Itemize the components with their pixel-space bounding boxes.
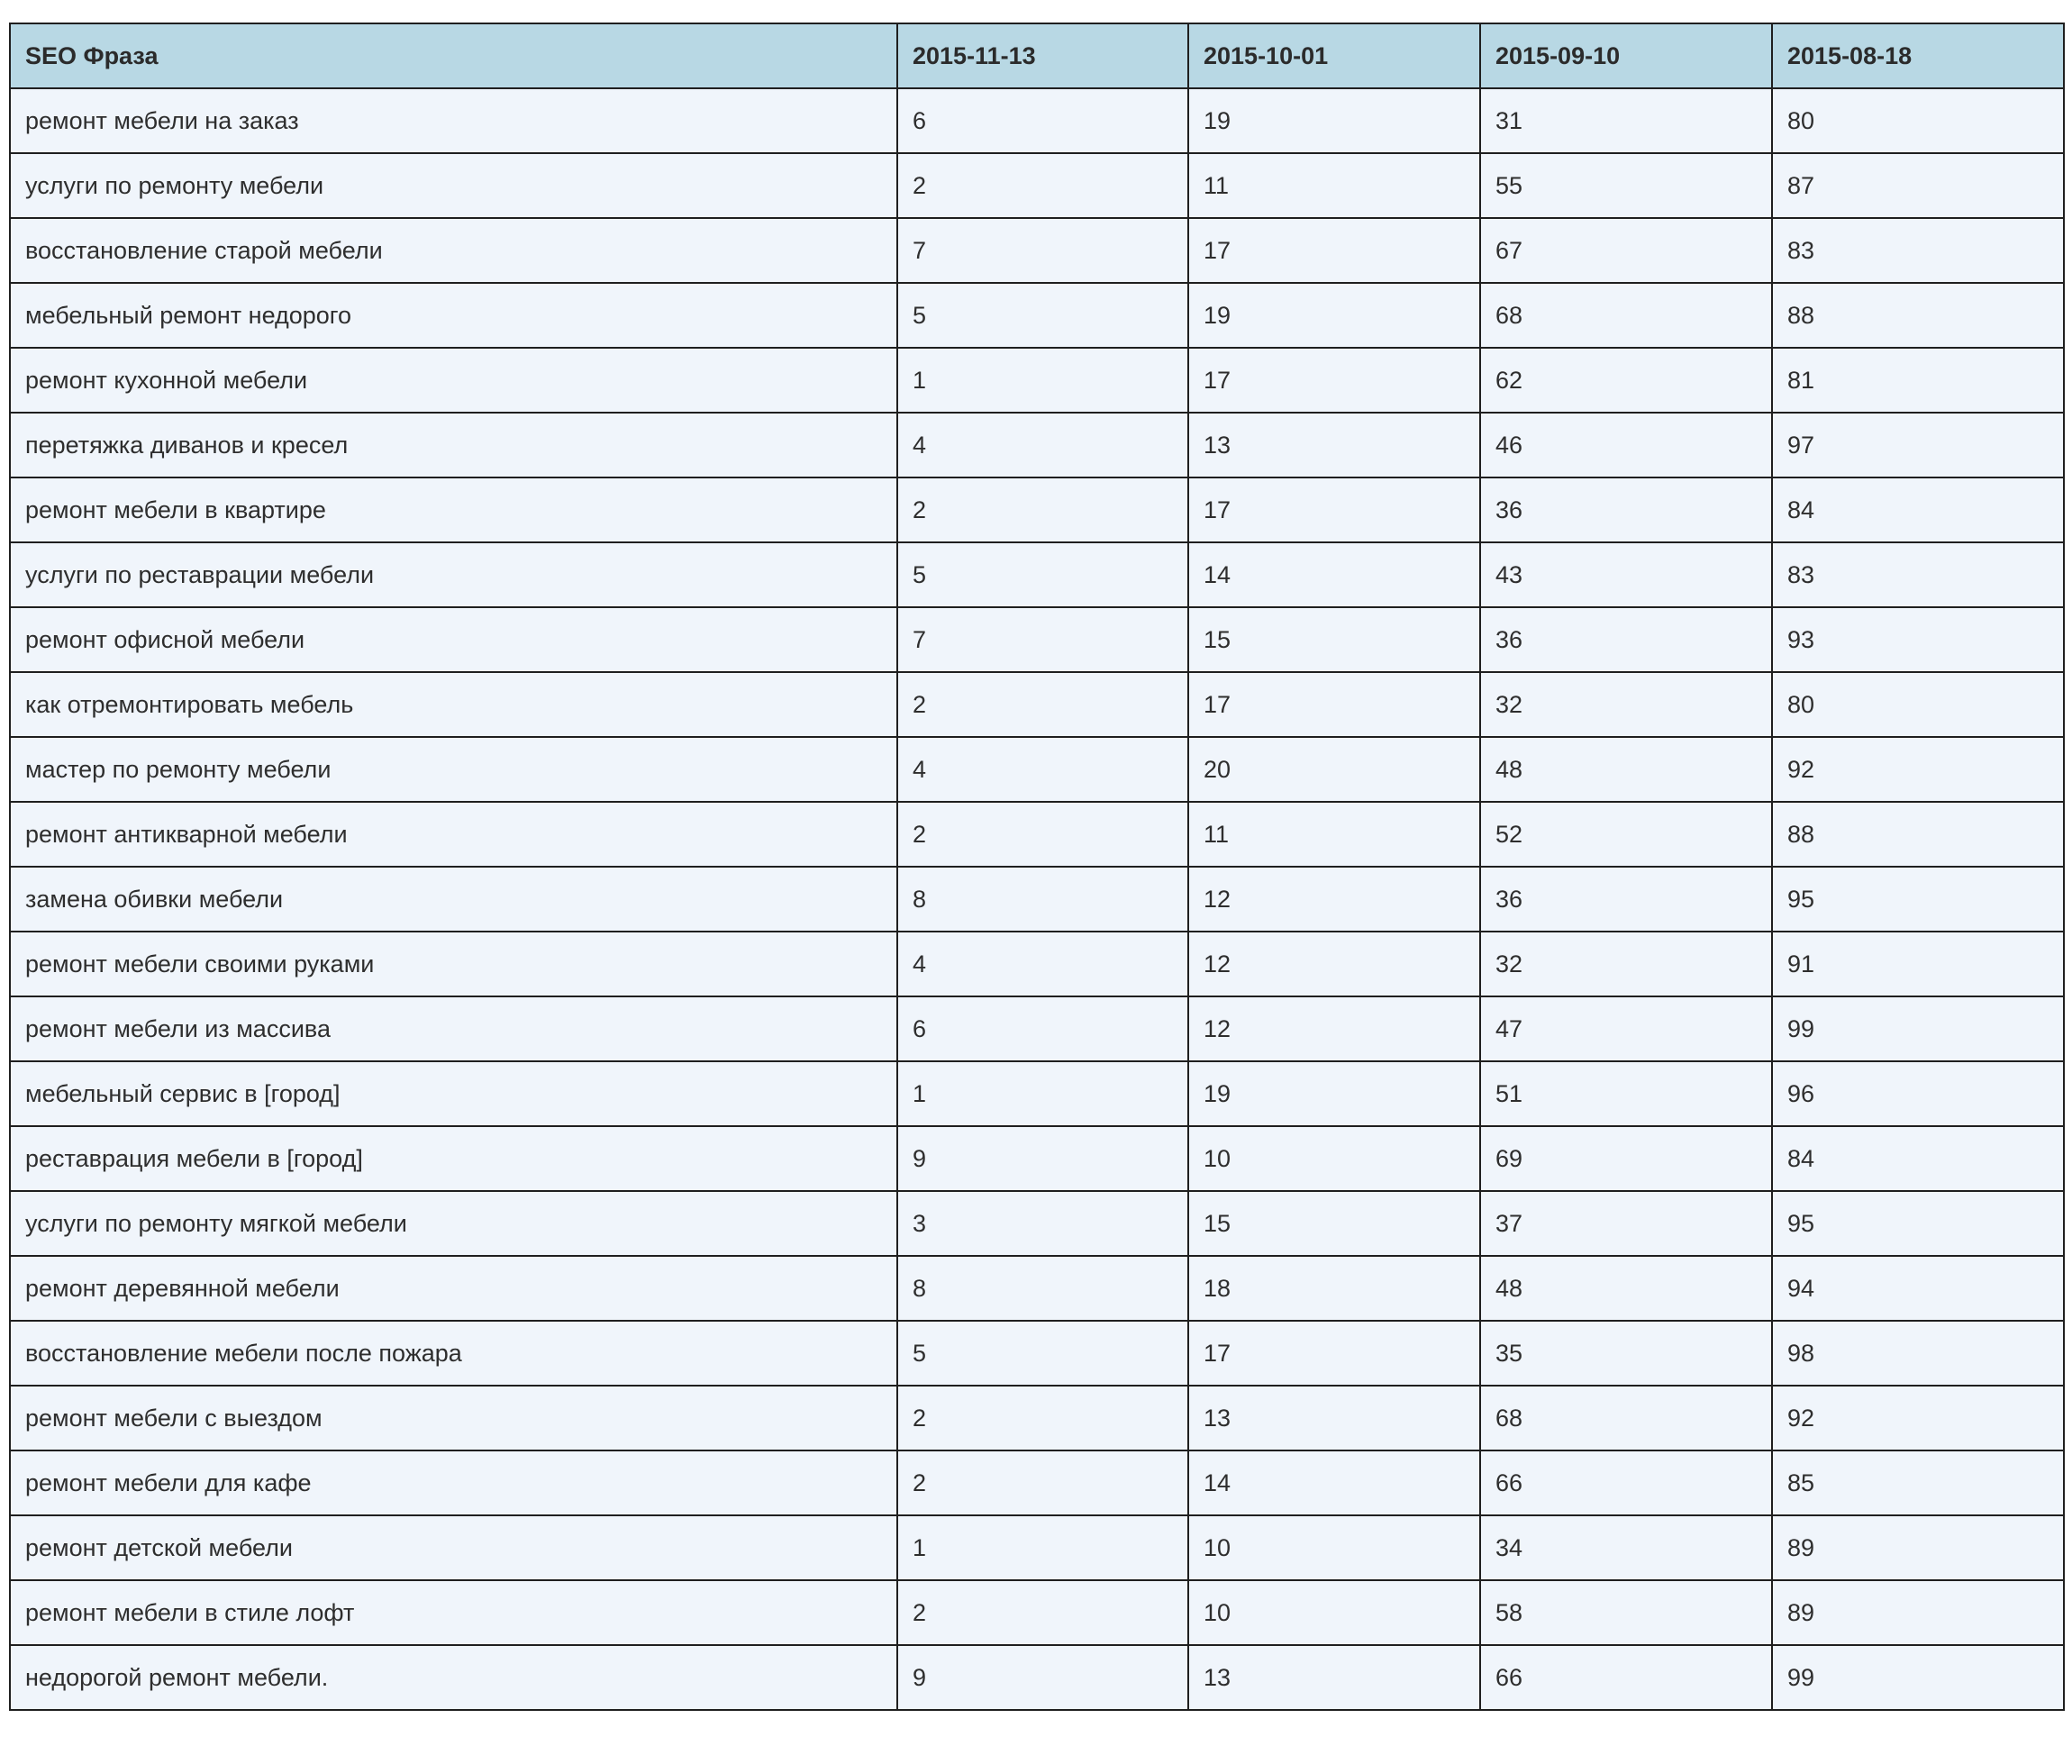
table-row — [10, 283, 2064, 348]
position-cell-2015-11-13: 8 — [897, 1256, 1188, 1321]
position-cell-2015-08-18: 89 — [1772, 1580, 2064, 1645]
position-cell-2015-09-10: 67 — [1480, 218, 1772, 283]
seo-phrase-cell: ремонт мебели в квартире — [10, 477, 897, 542]
seo-phrase-cell: ремонт деревянной мебели — [10, 1256, 897, 1321]
table-row — [10, 477, 2064, 542]
position-cell-2015-09-10: 52 — [1480, 802, 1772, 867]
position-cell-2015-10-01: 18 — [1188, 1256, 1480, 1321]
position-cell-2015-09-10: 32 — [1480, 672, 1772, 737]
seo-phrase-cell: услуги по ремонту мебели — [10, 153, 897, 218]
position-cell-2015-11-13: 2 — [897, 1386, 1188, 1450]
table-row — [10, 737, 2064, 802]
seo-phrase-cell: замена обивки мебели — [10, 867, 897, 932]
position-cell-2015-09-10: 69 — [1480, 1126, 1772, 1191]
position-cell-2015-10-01: 10 — [1188, 1515, 1480, 1580]
position-cell-2015-09-10: 43 — [1480, 542, 1772, 607]
position-cell-2015-10-01: 14 — [1188, 1450, 1480, 1515]
position-cell-2015-11-13: 1 — [897, 1515, 1188, 1580]
seo-phrase-cell: ремонт офисной мебели — [10, 607, 897, 672]
position-cell-2015-08-18: 84 — [1772, 477, 2064, 542]
position-cell-2015-10-01: 12 — [1188, 996, 1480, 1061]
position-cell-2015-11-13: 7 — [897, 218, 1188, 283]
seo-phrase-cell: восстановление мебели после пожара — [10, 1321, 897, 1386]
table-row — [10, 1645, 2064, 1710]
position-cell-2015-08-18: 80 — [1772, 672, 2064, 737]
position-cell-2015-08-18: 93 — [1772, 607, 2064, 672]
seo-positions-table — [9, 23, 2065, 1711]
seo-phrase-cell: перетяжка диванов и кресел — [10, 413, 897, 477]
seo-phrase-cell: ремонт детской мебели — [10, 1515, 897, 1580]
position-cell-2015-11-13: 2 — [897, 1450, 1188, 1515]
position-cell-2015-10-01: 13 — [1188, 1645, 1480, 1710]
table-row — [10, 153, 2064, 218]
position-cell-2015-08-18: 95 — [1772, 1191, 2064, 1256]
position-cell-2015-11-13: 4 — [897, 932, 1188, 996]
position-cell-2015-11-13: 8 — [897, 867, 1188, 932]
position-cell-2015-11-13: 1 — [897, 1061, 1188, 1126]
table-row — [10, 867, 2064, 932]
position-cell-2015-08-18: 92 — [1772, 737, 2064, 802]
table-row — [10, 607, 2064, 672]
position-cell-2015-09-10: 36 — [1480, 867, 1772, 932]
table-row — [10, 1321, 2064, 1386]
table-row — [10, 413, 2064, 477]
seo-phrase-cell: мебельный ремонт недорого — [10, 283, 897, 348]
table-row — [10, 218, 2064, 283]
position-cell-2015-10-01: 15 — [1188, 1191, 1480, 1256]
position-cell-2015-10-01: 17 — [1188, 477, 1480, 542]
position-cell-2015-11-13: 2 — [897, 477, 1188, 542]
header-row — [10, 23, 2064, 88]
position-cell-2015-11-13: 6 — [897, 996, 1188, 1061]
position-cell-2015-11-13: 3 — [897, 1191, 1188, 1256]
position-cell-2015-11-13: 6 — [897, 88, 1188, 153]
seo-phrase-cell: восстановление старой мебели — [10, 218, 897, 283]
position-cell-2015-08-18: 94 — [1772, 1256, 2064, 1321]
position-cell-2015-10-01: 12 — [1188, 867, 1480, 932]
position-cell-2015-10-01: 17 — [1188, 672, 1480, 737]
position-cell-2015-08-18: 83 — [1772, 542, 2064, 607]
table-row — [10, 1450, 2064, 1515]
table-row — [10, 348, 2064, 413]
seo-phrase-cell: ремонт мебели для кафе — [10, 1450, 897, 1515]
header-date-2015-11-13[interactable]: 2015-11-13 — [897, 23, 1188, 88]
seo-phrase-cell: ремонт антикварной мебели — [10, 802, 897, 867]
table-row — [10, 932, 2064, 996]
position-cell-2015-09-10: 32 — [1480, 932, 1772, 996]
position-cell-2015-08-18: 92 — [1772, 1386, 2064, 1450]
table-row — [10, 1580, 2064, 1645]
seo-phrase-cell: ремонт мебели в стиле лофт — [10, 1580, 897, 1645]
position-cell-2015-10-01: 10 — [1188, 1580, 1480, 1645]
seo-phrase-cell: ремонт кухонной мебели — [10, 348, 897, 413]
seo-phrase-cell: услуги по ремонту мягкой мебели — [10, 1191, 897, 1256]
position-cell-2015-08-18: 84 — [1772, 1126, 2064, 1191]
header-date-2015-08-18[interactable]: 2015-08-18 — [1772, 23, 2064, 88]
position-cell-2015-08-18: 89 — [1772, 1515, 2064, 1580]
position-cell-2015-11-13: 2 — [897, 153, 1188, 218]
table-row — [10, 1515, 2064, 1580]
seo-table-container — [9, 23, 2063, 1711]
position-cell-2015-11-13: 2 — [897, 802, 1188, 867]
table-row — [10, 672, 2064, 737]
position-cell-2015-11-13: 2 — [897, 1580, 1188, 1645]
table-row — [10, 1061, 2064, 1126]
position-cell-2015-08-18: 87 — [1772, 153, 2064, 218]
table-row — [10, 1256, 2064, 1321]
position-cell-2015-08-18: 99 — [1772, 1645, 2064, 1710]
position-cell-2015-09-10: 37 — [1480, 1191, 1772, 1256]
position-cell-2015-10-01: 12 — [1188, 932, 1480, 996]
position-cell-2015-11-13: 4 — [897, 413, 1188, 477]
seo-phrase-cell: как отремонтировать мебель — [10, 672, 897, 737]
position-cell-2015-10-01: 17 — [1188, 218, 1480, 283]
position-cell-2015-08-18: 97 — [1772, 413, 2064, 477]
position-cell-2015-09-10: 35 — [1480, 1321, 1772, 1386]
position-cell-2015-10-01: 14 — [1188, 542, 1480, 607]
position-cell-2015-09-10: 48 — [1480, 1256, 1772, 1321]
header-date-2015-09-10[interactable]: 2015-09-10 — [1480, 23, 1772, 88]
position-cell-2015-11-13: 5 — [897, 283, 1188, 348]
position-cell-2015-09-10: 51 — [1480, 1061, 1772, 1126]
position-cell-2015-11-13: 7 — [897, 607, 1188, 672]
seo-phrase-cell: ремонт мебели на заказ — [10, 88, 897, 153]
position-cell-2015-08-18: 88 — [1772, 283, 2064, 348]
position-cell-2015-09-10: 68 — [1480, 283, 1772, 348]
position-cell-2015-10-01: 19 — [1188, 1061, 1480, 1126]
position-cell-2015-08-18: 85 — [1772, 1450, 2064, 1515]
table-row — [10, 802, 2064, 867]
position-cell-2015-08-18: 96 — [1772, 1061, 2064, 1126]
position-cell-2015-10-01: 15 — [1188, 607, 1480, 672]
table-row — [10, 88, 2064, 153]
seo-phrase-cell: услуги по реставрации мебели — [10, 542, 897, 607]
position-cell-2015-10-01: 11 — [1188, 153, 1480, 218]
position-cell-2015-10-01: 19 — [1188, 283, 1480, 348]
position-cell-2015-08-18: 88 — [1772, 802, 2064, 867]
position-cell-2015-11-13: 5 — [897, 542, 1188, 607]
position-cell-2015-10-01: 13 — [1188, 413, 1480, 477]
position-cell-2015-09-10: 66 — [1480, 1645, 1772, 1710]
seo-phrase-cell: ремонт мебели из массива — [10, 996, 897, 1061]
position-cell-2015-08-18: 80 — [1772, 88, 2064, 153]
position-cell-2015-10-01: 19 — [1188, 88, 1480, 153]
position-cell-2015-08-18: 99 — [1772, 996, 2064, 1061]
position-cell-2015-11-13: 4 — [897, 737, 1188, 802]
position-cell-2015-10-01: 10 — [1188, 1126, 1480, 1191]
position-cell-2015-08-18: 98 — [1772, 1321, 2064, 1386]
position-cell-2015-08-18: 81 — [1772, 348, 2064, 413]
position-cell-2015-09-10: 47 — [1480, 996, 1772, 1061]
position-cell-2015-11-13: 9 — [897, 1126, 1188, 1191]
seo-phrase-cell: мастер по ремонту мебели — [10, 737, 897, 802]
position-cell-2015-10-01: 11 — [1188, 802, 1480, 867]
position-cell-2015-08-18: 91 — [1772, 932, 2064, 996]
position-cell-2015-11-13: 9 — [897, 1645, 1188, 1710]
position-cell-2015-09-10: 34 — [1480, 1515, 1772, 1580]
seo-phrase-cell: ремонт мебели своими руками — [10, 932, 897, 996]
position-cell-2015-10-01: 13 — [1188, 1386, 1480, 1450]
table-row — [10, 996, 2064, 1061]
table-header — [10, 23, 2064, 88]
position-cell-2015-09-10: 46 — [1480, 413, 1772, 477]
position-cell-2015-09-10: 58 — [1480, 1580, 1772, 1645]
position-cell-2015-09-10: 68 — [1480, 1386, 1772, 1450]
seo-phrase-cell: ремонт мебели с выездом — [10, 1386, 897, 1450]
header-date-2015-10-01[interactable]: 2015-10-01 — [1188, 23, 1480, 88]
position-cell-2015-09-10: 31 — [1480, 88, 1772, 153]
position-cell-2015-09-10: 55 — [1480, 153, 1772, 218]
table-row — [10, 1191, 2064, 1256]
position-cell-2015-08-18: 95 — [1772, 867, 2064, 932]
seo-phrase-cell: недорогой ремонт мебели. — [10, 1645, 897, 1710]
position-cell-2015-09-10: 48 — [1480, 737, 1772, 802]
position-cell-2015-09-10: 36 — [1480, 607, 1772, 672]
table-row — [10, 1126, 2064, 1191]
position-cell-2015-11-13: 2 — [897, 672, 1188, 737]
position-cell-2015-11-13: 1 — [897, 348, 1188, 413]
table-body — [10, 88, 2064, 1710]
header-seo-phrase[interactable]: SEO Фраза — [10, 23, 897, 88]
position-cell-2015-09-10: 36 — [1480, 477, 1772, 542]
position-cell-2015-11-13: 5 — [897, 1321, 1188, 1386]
position-cell-2015-08-18: 83 — [1772, 218, 2064, 283]
position-cell-2015-09-10: 66 — [1480, 1450, 1772, 1515]
position-cell-2015-10-01: 20 — [1188, 737, 1480, 802]
table-row — [10, 542, 2064, 607]
position-cell-2015-10-01: 17 — [1188, 1321, 1480, 1386]
position-cell-2015-09-10: 62 — [1480, 348, 1772, 413]
table-row — [10, 1386, 2064, 1450]
seo-phrase-cell: мебельный сервис в [город] — [10, 1061, 897, 1126]
position-cell-2015-10-01: 17 — [1188, 348, 1480, 413]
seo-phrase-cell: реставрация мебели в [город] — [10, 1126, 897, 1191]
